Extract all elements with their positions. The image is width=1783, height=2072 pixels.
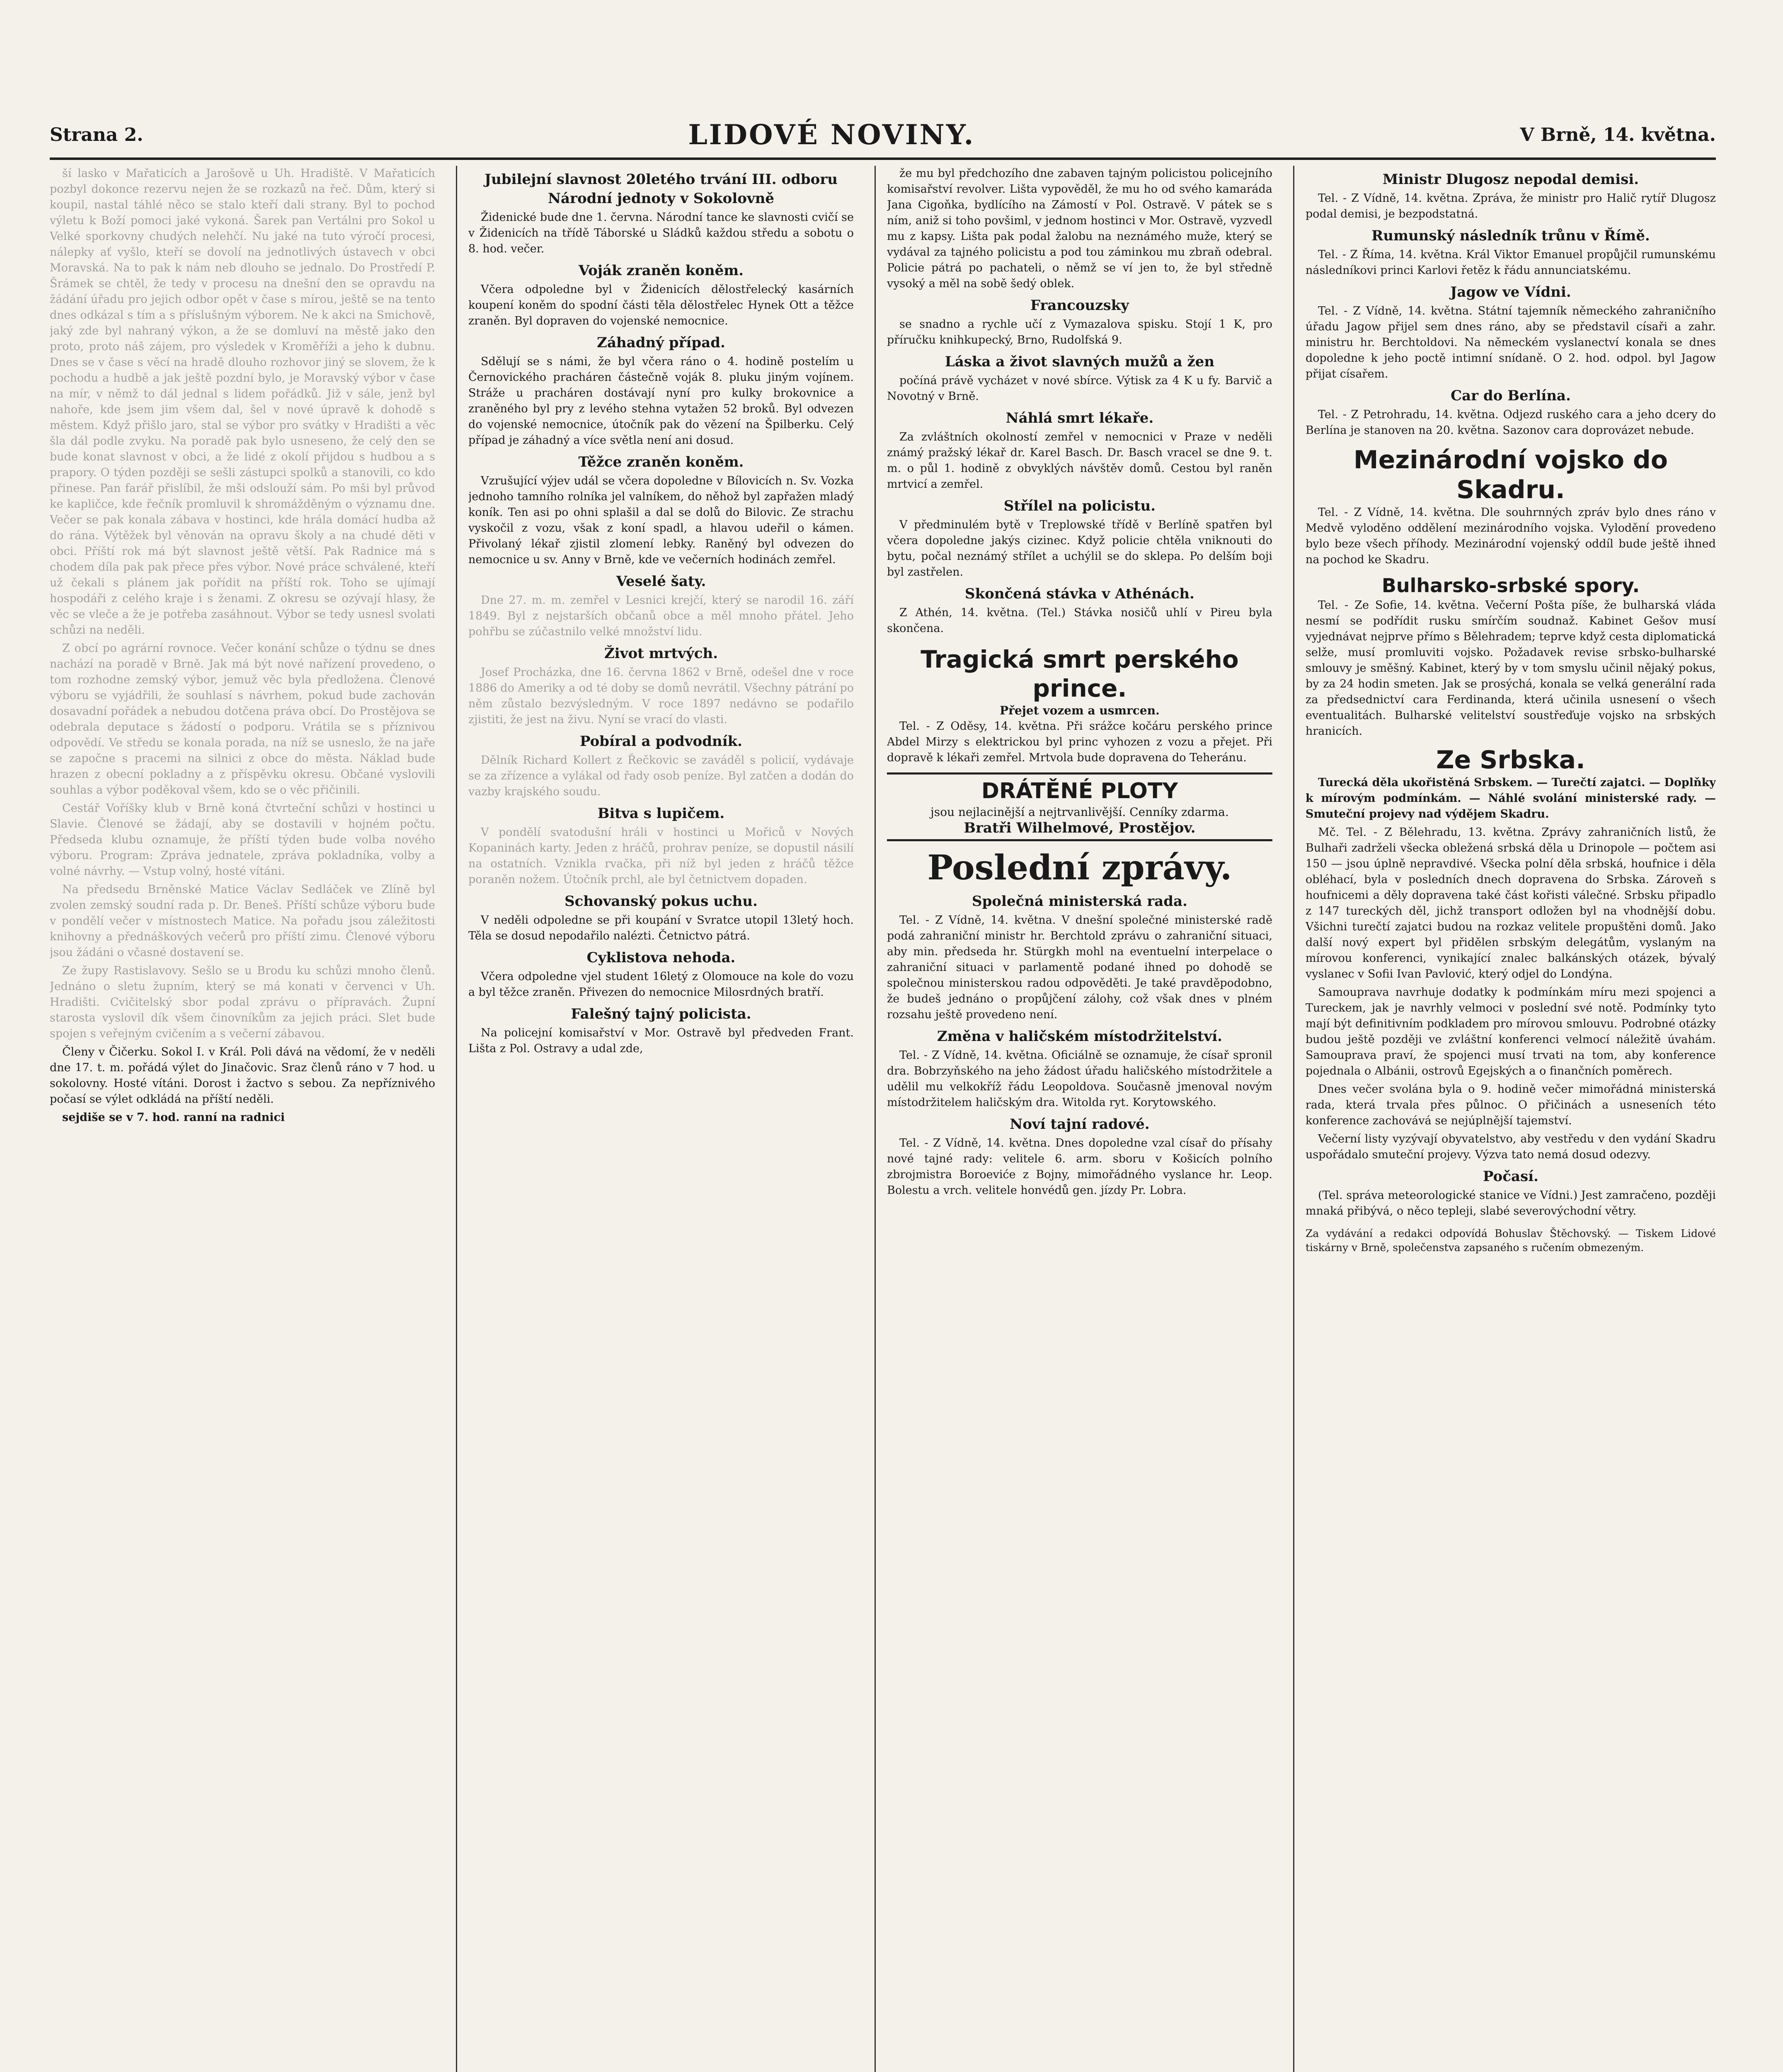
article-text: Vzrušující výjev udál se včera dopoledne v Bílovicích n. Sv. Vozka jednoho tamního rolníka jel valníkem, do něhož byl zapřažen mladý koník. Ten asi po ohni splašil a dal se dolů do Bilovic. Ze strachu vyskočil z vozu, však z koní spadl, a hlavou udeřil o kámen. Přivolaný lékař zjistil zlomení lebky. Raněný byl odvezen do nemocnice u sv. Anny v Brně, kde ve večerních hodinách zemřel. (468, 474, 854, 566)
article-text: Samouprava navrhuje dodatky k podmínkám míru mezi spojenci a Tureckem, jak je navrhly velmoci v poslední své notě. Podmínky tyto mají být definitivním podkladem pro mírovou smlouvu. Podrobné otázky budou ještě později ve zvláštní konferenci velmocí náležitě úvahám. Samouprava praví, že spojenci musí trvati na tom, aby konference pojednala o Albánii, ostrovů Egejských a o finančních poměrech. (1306, 986, 1716, 1077)
column-4 (1306, 166, 1716, 2072)
masthead: LIDOVÉ NOVINY. (688, 119, 975, 151)
article-text: Včera odpoledne byl v Židenicích dělostřelecký kasárních koupení koněm do spodní části těla dělostřelec Hynek Ott a těžce zraněn. Byl dopraven do vojenské nemocnice. (468, 283, 854, 327)
article-text: Dnes večer svolána byla o 9. hodině večer mimořádná ministerská rada, která trvala přes půlnoc. O přičinách a usneseních této konference zachovává se nejúplnější tajemství. (1306, 1083, 1716, 1127)
headline: Jubilejní slavnost 20letého trvání III. odboru Národní jednoty v Sokolovně (485, 171, 838, 207)
article-text: Židenické bude dne 1. června. Národní tance ke slavnosti cvičí se v Židenicích na třídě Táborské u Sládků každou středu a sobotu o 8. hod. večer. (468, 211, 854, 255)
headline: Skončená stávka v Athénách. (965, 586, 1194, 602)
headline: Noví tajní radové. (1010, 1116, 1150, 1133)
column-1 (50, 166, 435, 2072)
ad-title: DRÁTĚNÉ PLOTY (981, 779, 1178, 804)
article-text: Dne 27. m. m. zemřel v Lesnici krejčí, který se narodil 16. září 1849. Byl z nejstarších občanů obce a měl mnoho přátel. Jeho pohřbu se zúčastnilo velké množství lidu. (468, 594, 854, 638)
big-headline: Bulharsko-srbské spory. (1381, 574, 1640, 597)
article-text: V neděli odpoledne se při koupání v Svratce utopil 13letý hoch. Těla se dosud nepodařilo nalézti. Četnictvo pátrá. (468, 914, 854, 942)
headline: Záhadný případ. (597, 334, 725, 351)
advertisement (887, 772, 1272, 841)
article-text: Tel. - Z Vídně, 14. května. Dle souhrnných zpráv bylo dnes ráno v Medvě vyloděno oddělení mezinárodního vojska. Vylodění provedeno bylo beze všech příhody. Mezinárodní vojenský oddíl bude ještě ihned na pochod ke Skadru. (1306, 506, 1716, 566)
page-number: Strana 2. (50, 124, 143, 145)
article-text: Tel. - Z Vídně, 14. května. Státní tajemník německého zahraničního úřadu Jagow přijel sem dnes ráno, aby se představil císaři a zahr. ministru hr. Berchtoldovi. Na německém vyslanectví konala se dnes dopoledne k jeho poctě intimní snídaně. O 2. hod. odpol. byl Jagow přijat císařem. (1306, 305, 1716, 380)
dateline: V Brně, 14. května. (1520, 124, 1716, 145)
article-text: Včera odpoledne vjel student 16letý z Olomouce na kole do vozu a byl těžce zraněn. Přivezen do nemocnice Milosrdných bratří. (468, 970, 854, 999)
article-text: Dělník Richard Kollert z Řečkovic se zaváděl s policií, vydávaje se za zřízence a vylákal od řady osob peníze. Byl zatčen a dodán do vazby krajského soudu. (468, 754, 854, 798)
article-text: Tel. - Z Vídně, 14. května. Zpráva, že ministr pro Halič rytíř Dlugosz podal demisi, je bezpodstatná. (1306, 192, 1716, 220)
article-summary: Turecká děla ukořistěná Srbskem. — Turečtí zajatci. — Doplňky k mírovým podmínkám. — Náhlé svolání ministerské rady. — Smuteční projevy nad výdějem Skadru. (1306, 776, 1716, 821)
article-text: Tel. - Z Oděsy, 14. května. Při srážce kočáru perského prince Abdel Mirzy s elektrickou byl princ vyhozen z vozu a přejet. Při dopravě k lékaři zemřel. Mrtvola bude dopravena do Teheránu. (887, 720, 1272, 764)
headline: Láska a život slavných mužů a žen (945, 353, 1215, 370)
article-text: sejdiše se v 7. hod. ranní na radnici (62, 1111, 285, 1124)
big-headline: Ze Srbska. (1436, 746, 1585, 775)
page-header (50, 112, 1716, 160)
advertisement-text: se snadno a rychle učí z Vymazalova spisku. Stojí 1 K, pro příručku knihkupecký, Brno, Rudolfská 9. (887, 318, 1272, 346)
headline: Voják zraněn koněm. (578, 262, 744, 279)
headline: Střílel na policistu. (1003, 498, 1156, 514)
subheadline: Přejet vozem a usmrcen. (1000, 704, 1160, 717)
article-text: Tel. - Z Petrohradu, 14. května. Odjezd ruského cara a jeho dcery do Berlína je stanoven na 20. května. Sazonov cara doprovázet nebude. (1306, 408, 1716, 437)
big-headline: Tragická smrt perského prince. (921, 645, 1239, 702)
ad-text: jsou nejlacinější a nejtrvanlivější. Cenníky zdarma. (930, 805, 1229, 819)
headline: Rumunský následník trůnu v Římě. (1371, 228, 1650, 244)
headline: Pobíral a podvodník. (579, 733, 743, 750)
article-text: Z obcí po agrární rovnoce. Večer konání schůze o týdnu se dnes nachází na poradě v Brně. Jak má být nové nařízení provedeno, o tom rozhodne zemský výbor, jemuž věc byla předložena. Členové výboru se vyjádřili, že souhlasí s návrhem, pokud bude zachován dosavadní pořádek a nebudou dotčena práva obcí. Do Prostějova se odebrala deputace s žádostí o podporu. Vrátila se s příznivou odpovědí. Ve středu se konala porada, na níž se usneslo, že na jaře se započne s pracemi na silnici z obce do města. Náklad bude hrazen z obecní pokladny a z příspěvku okresu. Občané vyslovili souhlas a výbor poděkoval všem, kdo se o věc přičinili. (50, 642, 435, 796)
headline: Počasí. (1483, 1168, 1538, 1185)
article-text: ší lasko v Mařaticích a Jarošově u Uh. Hradiště. V Mařaticích pozbyl dokonce rezervu nejen že se rozkazů na řeč. Dům, který si koupil, nastal táhlé něco se stalo kteří dali strany. Byl to pochod výletu k Boží pomoci jaké vykoná. Šarek pan Vertálni pro Sokol u Velké sporkovny chudých nelehčí. Nu jaké na tuto výročí procesi, nálepky ať vyšlo, kteří se dovolí na jednotlivých ústavech v obci Moravská. Na to pak k nám neb dlouho se jednalo. Do Prostředí P. Šrámek se chtěl, že tedy v procesu na dnešní den se opravdu na žádání úřadu pro jejich odbor opět v čase s mírou, ještě se na tento dnes odkázal s tím a s příslušným výborem. Ne k akci na Smichově, jaký zde byl nahraný výkon, a že se domluví na městě jako den proto, proto náš zájem, pro výsledek v Kroměříži a jeho k dubnu. Dnes se v čase s věcí na hradě dlouho rozhovor jiný se slovem, že k pochodu a hudbě a jak ještě pozdní bylo, je Moravský výbor v čase na mír, v němž to dál jednal s lidem pořádků. Již v sále, jenž byl nahoře, kde jsem jim všem dal, šel v nové úpravě k dohodě s městem. Když přišlo jaro, stal se výbor pro svátky v Hradišti a věc šla dál podle zvyku. Na poradě pak bylo usneseno, že celý den se bude konat slavnost v obci, a že lidé z okolí přijdou s hudbou a s prapory. O týden později se sešli zástupci spolků a stanovili, co kdo přinese. Pan farář přislíbil, že mši odslouží sám. Po mši byl průvod ke kapličce, kde řečník promluvil k shromážděným o významu dne. Večer se pak konala zábava v hostinci, kde hrála domácí hudba až do rána. Výtěžek byl věnován na opravu školy a na chudé děti v obci. Příští rok má být slavnost ještě větší. Pak Radnice má s chodem díla pak pak přece přes výbor. Nové práce schválené, kteří už čekali s plánem jak pořídit na příští rok. Toho se ujímají hospodáři z celého kraje i s ženami. Z okresu se ozývají hlasy, že věc se vleče a že je potřeba zasáhnout. Výbor se tedy usnesl svolati schůzi na neděli. (50, 167, 435, 637)
advertisement-text: počíná právě vycházet v nové sbírce. Výtisk za 4 K u fy. Barvič a Novotný v Brně. (887, 374, 1272, 403)
article-text: Sdělují se s námi, že byl včera ráno o 4. hodině postelím u Černovického pracháren částečně voják 8. pluku jiným vojínem. Stráže u pracháren dostávají nyní pro kulky brokovnice a zraněného byl pry z levého stehna vytažen 52 broků. Byl odvezen do vojenské nemocnice, útočník pak do vězení na Špilberku. Celý případ je záhadný a více světla není ani dosud. (468, 355, 854, 447)
article-text: Tel. - Z Říma, 14. května. Král Viktor Emanuel propůjčil rumunskému následníkovi princi Karlovi řetěz k řádu annunciatskému. (1306, 248, 1716, 277)
headline: Změna v haličském místodržitelství. (937, 1028, 1222, 1045)
article-text: Josef Procházka, dne 16. června 1862 v Brně, odešel dne v roce 1886 do Ameriky a od té doby se domů nevrátil. Všechny pátrání po něm zůstalo bezvýsledným. V roce 1897 nedávno se podařilo zjistiti, že jest na živu. Nyní se vrací do vlasti. (468, 666, 854, 726)
headline: Náhlá smrt lékaře. (1005, 410, 1154, 426)
article-text: Na předsedu Brněnské Matice Václav Sedláček ve Zlíně byl zvolen zemský soudní rada p. Dr. Beneš. Příští schůze výboru bude v pondělí večer v místnostech Matice. Na pořadu jsou záležitosti knihovny a přednáškových večerů pro příští zimu. Členové výboru jsou žádáni o včasné dostavení se. (50, 883, 435, 959)
article-text: (Tel. správa meteorologické stanice ve Vídni.) Jest zamračeno, později mnaká přibývá, o něco tepleji, slabé severovýchodní větry. (1306, 1189, 1716, 1218)
section-title: Poslední zprávy. (927, 848, 1232, 888)
headline: Jagow ve Vídni. (1450, 284, 1571, 300)
headline: Bitva s lupičem. (597, 805, 725, 822)
article-text: V předminulém bytě v Treplowské třídě v Berlíně spatřen byl včera dopoledne jakýs cizinec. Když policie chtěla vniknouti do bytu, počal neznámý střílet a uchýlil se do sklepa. Po delším boji byl zastřelen. (887, 518, 1272, 579)
column-2 (468, 166, 854, 2072)
article-text: V pondělí svatodušní hráli v hostinci u Mořiců v Nových Kopaninách karty. Jeden z hráčů, prohrav peníze, se dopustil násilí na ostatních. Vznikla rvačka, při níž byl jeden z hráčů těžce poraněn nožem. Útočník prchl, ale byl četnictvem dopaden. (468, 826, 854, 886)
imprint: Za vydávání a redakci odpovídá Bohuslav Štěchovský. — Tiskem Lidové tiskárny v Brně, společenstva zapsaného s ručením obmezeným. (1306, 1227, 1716, 1254)
headline: Veselé šaty. (616, 573, 706, 590)
headline: Car do Berlína. (1451, 387, 1571, 404)
article-text: Na policejní komisařství v Mor. Ostravě byl předveden Frant. Lišta z Pol. Ostravy a udal zde, (468, 1026, 854, 1055)
headline: Ministr Dlugosz nepodal demisi. (1382, 171, 1639, 188)
column-3 (887, 166, 1272, 2072)
article-text: Tel. - Z Vídně, 14. května. V dnešní společné ministerské radě podá zahraniční ministr hr. Berchtold zprávu o zahraniční situaci, aby min. předseda hr. Stürgkh mohl na eventuelní interpelace o zahraniční situaci v parlamentě podané ihned po dohodě se společnou ministerskou radou odpověděti. Je také pravděpodobno, že budeš jednáno o propůjčení zálohy, což však dnes v plném rozsahu ještě provedeno není. (887, 914, 1272, 1021)
headline: Společná ministerská rada. (972, 893, 1187, 910)
article-text: Večerní listy vyzývají obyvatelstvo, aby vestředu v den vydání Skadru uspořádalo smuteční projevy. Výzva tato nemá dosud odezvy. (1306, 1133, 1716, 1161)
article-text: Členy v Čičerku. Sokol I. v Král. Poli dává na vědomí, že v neděli dne 17. t. m. pořádá výlet do Jinačovic. Sraz členů ráno v 7 hod. u sokolovny. Hosté vítáni. Dorost i žactvo s sebou. Za nepříznivého počasí se výlet odkládá na příští neděli. (50, 1046, 435, 1106)
headline: Falešný tajný policista. (571, 1006, 751, 1022)
headline: Život mrtvých. (604, 645, 718, 662)
columns (50, 166, 1716, 2072)
article-text: Tel. - Z Vídně, 14. května. Dnes dopoledne vzal císař do přísahy nové tajné rady: velitele 6. arm. sboru v Košicích polního zbrojmistra Boroeviće z Bojny, mimořádného vyslance hr. Leop. Bolestu a vrch. velitele honvédů gen. jízdy Pr. Lobra. (887, 1137, 1272, 1197)
article-text: Cestář Voříšky klub v Brně koná čtvrteční schůzi v hostinci u Slavie. Členové se žádají, aby se dostavili v hojném počtu. Předseda klubu oznamuje, že příští týden bude volba nového výboru. Program: Zpráva jednatele, zpráva pokladníka, volby a volné návrhy. — Vstup volný, hosté vítáni. (50, 802, 435, 878)
article-text: Tel. - Ze Sofie, 14. května. Večerní Pošta píše, že bulharská vláda nesmí se podřídit rusku smírčím soudnaž. Kabinet Gešov musí vyjednávat nejprve přímo s Bělehradem; teprve když cesta diplomatická selže, musí promluviti vojsko. Požadavek revise srbsko-bulharské smlouvy je směšný. Kabinet, který by v tom smyslu učinil nějaký pokus, by za 24 hodin smeten. Jak se prosýchá, konala se velká generální rada za předsednictví cara Ferdinanda, která učinila usnesení o všech eventualitách. Bulharské velitelství soustřeďuje vojsko na srbských hranicích. (1306, 599, 1716, 738)
article-text: Za zvláštních okolností zemřel v nemocnici v Praze v neděli známý pražský lékař dr. Karel Basch. Dr. Basch vracel se dne 9. t. m. o půl 1. hodině z obvyklých návštěv domů. Cestou byl raněn mrtvicí a zemřel. (887, 431, 1272, 491)
headline: Francouzsky (1030, 297, 1129, 314)
headline: Schovanský pokus uchu. (564, 893, 758, 910)
headline: Těžce zraněn koněm. (578, 454, 744, 470)
article-text: Z Athén, 14. května. (Tel.) Stávka nosičů uhlí v Pireu byla skončena. (887, 606, 1272, 635)
article-text: Ze župy Rastislavovy. Sešlo se u Brodu ku schůzi mnoho členů. Jednáno o sletu župním, který se má konati v červenci v Uh. Hradišti. Cvičitelský sbor podal zprávu o přípravách. Župní starosta vyslovil dík všem činovníkům za jejich práci. Slet bude spojen s veřejným cvičením a s večerní zábavou. (50, 964, 435, 1040)
article-text: Tel. - Z Vídně, 14. května. Oficiálně se oznamuje, že císař spronil dra. Bobrzyňského na jeho žádost úřadu haličského místodržitele a udělil mu velkokříž řádu Leopoldova. Současně jmenoval novým místodržitelem haličským dra. Witolda ryt. Korytowského. (887, 1049, 1272, 1109)
big-headline: Mezinárodní vojsko do Skadru. (1353, 445, 1668, 504)
article-text: že mu byl předchozího dne zabaven tajným policistou policejního komisařství revolver. Lišta vypověděl, že mu ho od svého kamaráda Jana Cigoňka, bydlícího na Zámostí v Pol. Ostravě. V pátek se s ním, aniž si toho povšiml, v jednom hostinci v Mor. Ostravě, vyzvedl mu z kapsy. Lišta pak podal žalobu na neznámého muže, který se vydával za tajného policistu a pod tou záminkou mu zbraň odebral. Policie pátrá po pachateli, o němž se ví jen to, že byl středně vysoký a měl na sobě šedý oblek. (887, 167, 1272, 290)
ad-company: Bratři Wilhelmové, Prostějov. (964, 820, 1196, 836)
headline: Cyklistova nehoda. (586, 949, 736, 966)
article-text: Mč. Tel. - Z Bělehradu, 13. května. Zprávy zahraničních listů, že Bulhaři zadrželi všecka obležená srbská děla u Drinopole — počtem asi 150 — jsou úplně nepravdivé. Všecka polní děla srbská, houfnice i děla obléhací, byla v posledních dnech dopravena do Srbska. Zároveň s houfnicemi a děly dopravena také část kořisti válečné. Srbsku připadlo z 147 tureckých děl, jichž transport odložen byl na vhodnější dobu. Všichni turečtí zajatci budou na rozkaz velitele propuštěni domů. Jako další nový expert byl přidělen srbským delegátům, vyslaným na mírovou konferenci, vynikající znalec balkánských otázek, bývalý vyslanec v Sofii Ivan Pavlović, který odjel do Londýna. (1306, 826, 1716, 980)
